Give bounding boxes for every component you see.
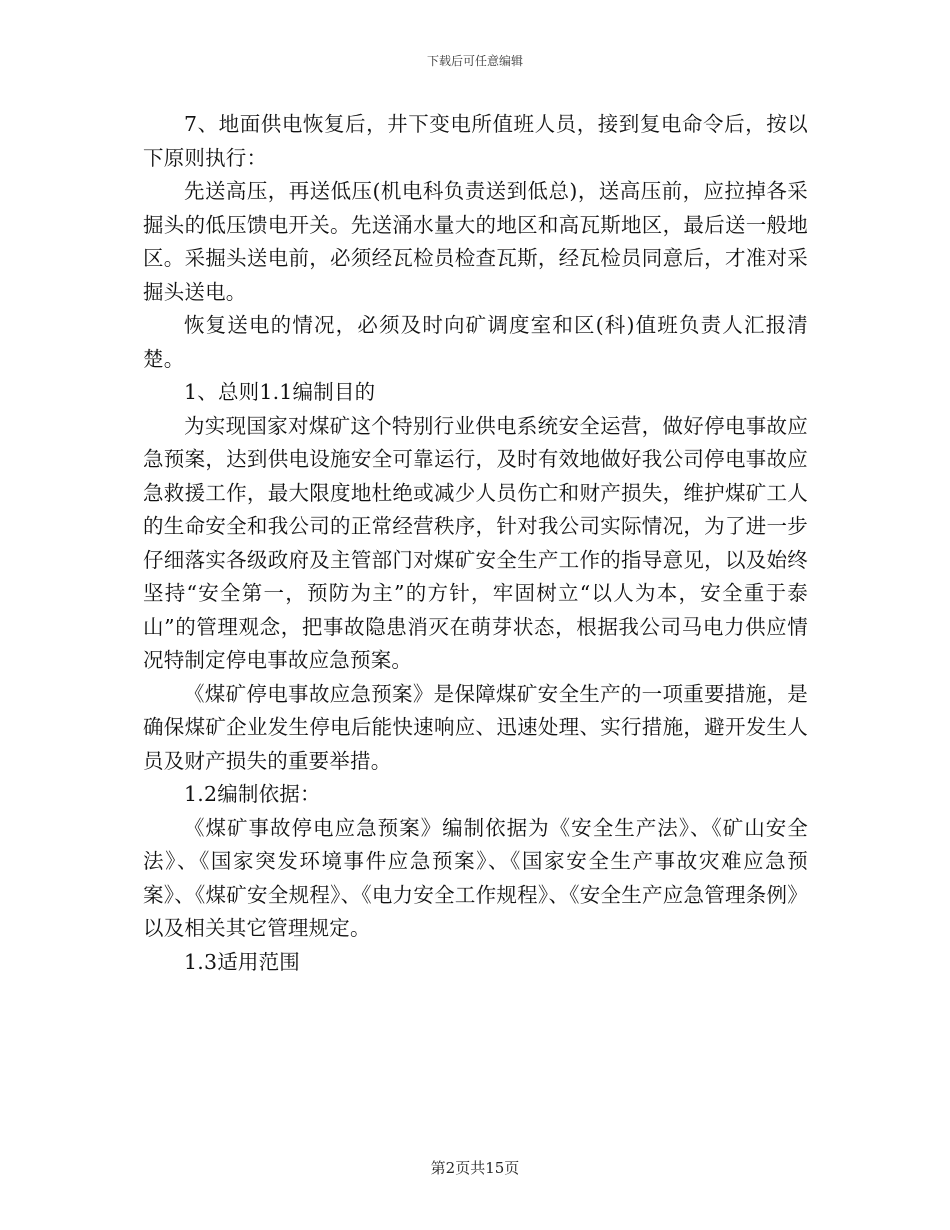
section-heading-general: 1、总则1.1编制目的 [184, 380, 376, 404]
document-body [143, 108, 808, 979]
paragraph-restore-power: 7、地面供电恢复后，井下变电所值班人员，接到复电命令后，按以下原则执行： [143, 112, 808, 170]
page-number: 第2页共15页 [430, 1159, 520, 1177]
paragraph-basis: 《煤矿事故停电应急预案》编制依据为《安全生产法》、《矿山安全法》、《国家突发环境事件应急预案》、《国家安全生产事故灾难应急预案》、《煤矿安全规程》、《电力安全工作规程》、《安全生产应急管理条例》以及相关其它管理规定。 [143, 815, 808, 940]
paragraph-plan-importance: 《煤矿停电事故应急预案》是保障煤矿安全生产的一项重要措施，是确保煤矿企业发生停电后能快速响应、迅速处理、实行措施，避开发生人员及财产损失的重要举措。 [143, 681, 808, 773]
paragraph-high-voltage-first: 先送高压，再送低压(机电科负责送到低总)，送高压前，应拉掉各采掘头的低压馈电开关。先送涌水量大的地区和高瓦斯地区，最后送一般地区。采掘头送电前，必须经瓦检员检查瓦斯，经瓦检员同意后，才准对采掘头送电。 [143, 179, 808, 304]
paragraph-report-status: 恢复送电的情况，必须及时向矿调度室和区(科)值班负责人汇报清楚。 [143, 313, 808, 371]
paragraph-purpose: 为实现国家对煤矿这个特别行业供电系统安全运营，做好停电事故应急预案，达到供电设施安全可靠运行，及时有效地做好我公司停电事故应急救援工作，最大限度地杜绝或减少人员伤亡和财产损失，维护煤矿工人的生命安全和我公司的正常经营秩序，针对我公司实际情况，为了进一步仔细落实各级政府及主管部门对煤矿安全生产工作的指导意见，以及始终坚持“安全第一，预防为主”的方针，牢固树立“以人为本，安全重于泰山”的管理观念，把事故隐患消灭在萌芽状态，根据我公司马电力供应情况特制定停电事故应急预案。 [143, 413, 808, 672]
section-heading-scope: 1.3适用范围 [184, 949, 301, 974]
page-header: 下载后可任意编辑 [426, 54, 523, 68]
section-heading-basis: 1.2编制依据： [184, 782, 321, 806]
